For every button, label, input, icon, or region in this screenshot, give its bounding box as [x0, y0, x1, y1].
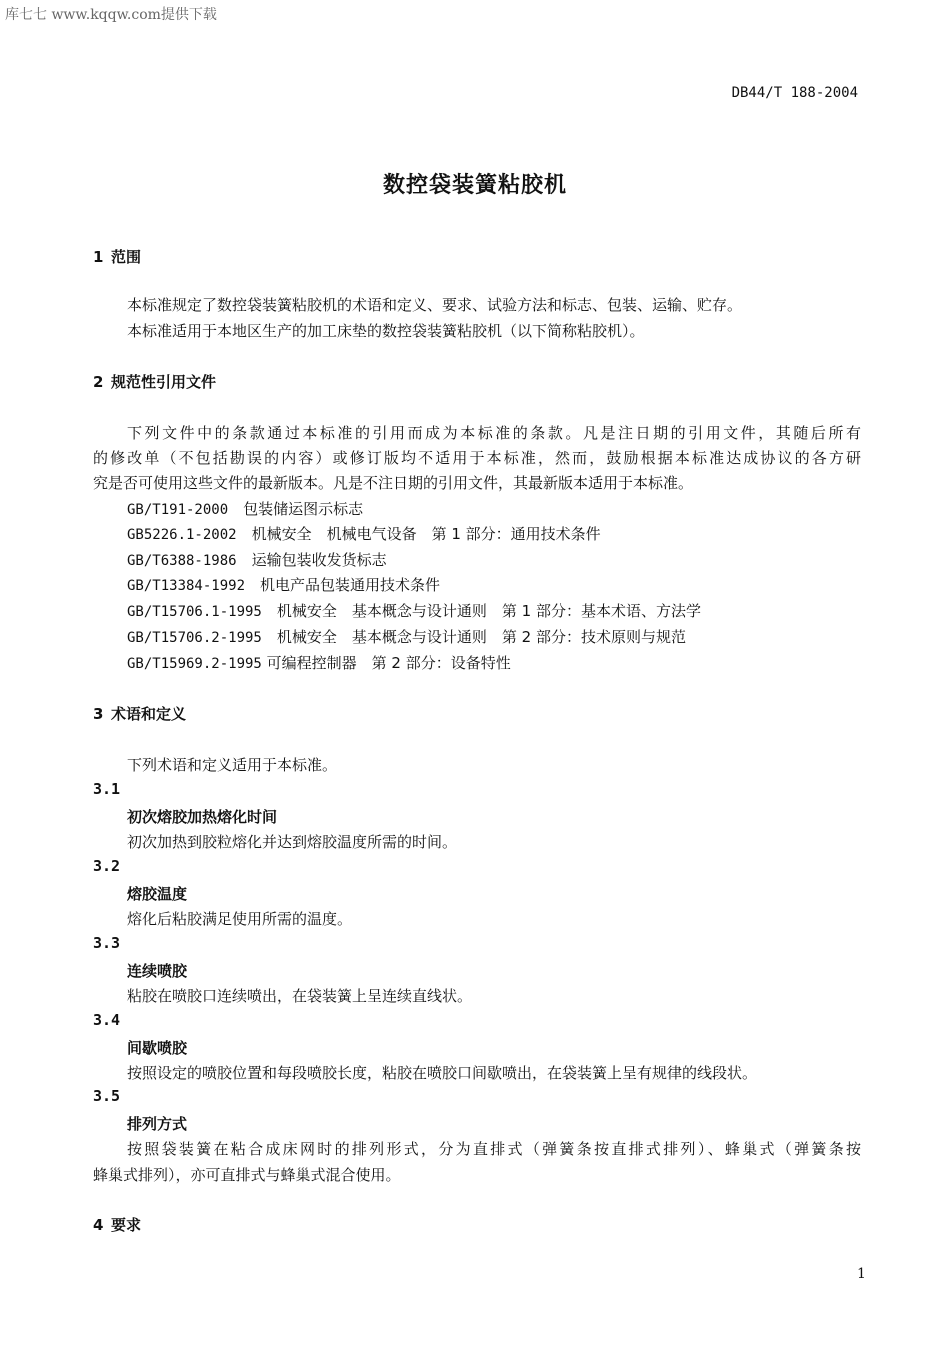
- document-number: DB44/T 188-2004: [731, 85, 858, 101]
- term-heading: 初次熔胶加热熔化时间: [127, 808, 278, 826]
- reference-item: [127, 600, 701, 621]
- reference-code: GB/T6388-1986: [127, 553, 237, 569]
- paragraph: 下列术语和定义适用于本标准。: [127, 756, 338, 774]
- reference-code: GB/T15969.2-1995: [127, 656, 262, 672]
- section-number: 1: [93, 248, 104, 266]
- section-title: 规范性引用文件: [111, 373, 217, 391]
- reference-item: [127, 652, 511, 673]
- page-number: 1: [857, 1266, 866, 1282]
- section-title: 要求: [111, 1216, 142, 1234]
- section-4-heading: [93, 1214, 141, 1235]
- reference-item: [127, 523, 601, 544]
- subsection-number: 3.2: [93, 857, 121, 875]
- term-heading: 排列方式: [127, 1115, 188, 1133]
- paragraph: 本标准规定了数控袋装簧粘胶机的术语和定义、要求、试验方法和标志、包装、运输、贮存。: [127, 296, 743, 314]
- term-heading: 间歇喷胶: [127, 1039, 188, 1057]
- section-number: 4: [93, 1216, 104, 1234]
- paragraph-line: 的修改单（不包括勘误的内容）或修订版均不适用于本标准，然而，鼓励根据本标准达成协议的各方研: [93, 449, 861, 467]
- paragraph-line: 下列文件中的条款通过本标准的引用而成为本标准的条款。凡是注日期的引用文件，其随后所有: [127, 424, 861, 442]
- reference-code: GB/T15706.2-1995: [127, 630, 262, 646]
- section-2-heading: [93, 371, 216, 392]
- term-definition: 熔化后粘胶满足使用所需的温度。: [127, 910, 353, 928]
- term-definition: 按照袋装簧在粘合成床网时的排列形式，分为直排式（弹簧条按直排式排列）、蜂巢式（弹簧条按: [127, 1140, 861, 1158]
- paragraph-line: 究是否可使用这些文件的最新版本。凡是不注日期的引用文件，其最新版本适用于本标准。: [93, 474, 694, 492]
- section-number: 3: [93, 705, 104, 723]
- reference-item: [127, 549, 387, 570]
- reference-title: 包装储运图示标志: [243, 500, 364, 518]
- reference-code: GB/T15706.1-1995: [127, 604, 262, 620]
- section-3-heading: [93, 703, 186, 724]
- watermark: 库七七 www.kqqw.com提供下载: [5, 7, 217, 23]
- term-heading: 连续喷胶: [127, 962, 188, 980]
- reference-title: 机电产品包装通用技术条件: [260, 576, 441, 594]
- section-title: 范围: [111, 248, 142, 266]
- term-definition: 初次加热到胶粒熔化并达到熔胶温度所需的时间。: [127, 833, 458, 851]
- section-title: 术语和定义: [111, 705, 187, 723]
- section-number: 2: [93, 373, 104, 391]
- subsection-number: 3.3: [93, 934, 121, 952]
- reference-item: [127, 574, 440, 595]
- reference-title: 机械安全 基本概念与设计通则 第 2 部分：技术原则与规范: [276, 628, 686, 646]
- reference-item: [127, 498, 363, 519]
- reference-title: 机械安全 基本概念与设计通则 第 1 部分：基本术语、方法学: [276, 602, 701, 620]
- term-definition-continued: 蜂巢式排列），亦可直排式与蜂巢式混合使用。: [93, 1166, 401, 1184]
- page-title: 数控袋装簧粘胶机: [382, 173, 567, 198]
- reference-title: 机械安全 机械电气设备 第 1 部分：通用技术条件: [251, 525, 601, 543]
- section-1-heading: [93, 246, 141, 267]
- subsection-number: 3.1: [93, 780, 121, 798]
- reference-code: GB/T13384-1992: [127, 578, 246, 594]
- reference-code: GB5226.1-2002: [127, 527, 237, 543]
- term-definition: 按照设定的喷胶位置和每段喷胶长度，粘胶在喷胶口间歇喷出，在袋装簧上呈有规律的线段状。: [127, 1064, 758, 1082]
- reference-item: [127, 626, 686, 647]
- subsection-number: 3.5: [93, 1087, 121, 1105]
- term-heading: 熔胶温度: [127, 885, 188, 903]
- term-definition: 粘胶在喷胶口连续喷出，在袋装簧上呈连续直线状。: [127, 987, 473, 1005]
- reference-title: 可编程控制器 第 2 部分：设备特性: [266, 654, 511, 672]
- reference-code: GB/T191-2000: [127, 502, 229, 518]
- reference-title: 运输包装收发货标志: [251, 551, 387, 569]
- paragraph: 本标准适用于本地区生产的加工床垫的数控袋装簧粘胶机（以下简称粘胶机）。: [127, 322, 645, 340]
- subsection-number: 3.4: [93, 1011, 121, 1029]
